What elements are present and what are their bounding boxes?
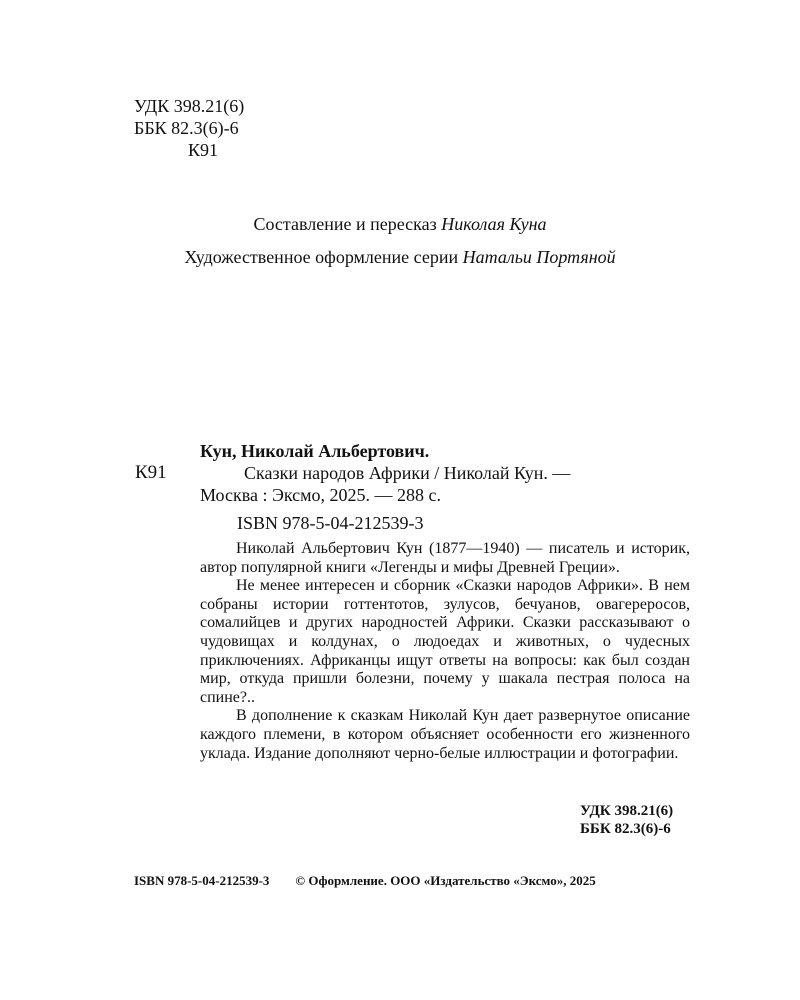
footer bbox=[134, 873, 596, 889]
bbk-code: ББК 82.3(6)-6 bbox=[134, 118, 239, 138]
author-mark: К91 bbox=[188, 140, 219, 160]
catalog-author: Кун, Николай Альбертович. bbox=[200, 441, 430, 461]
udk-code: УДК 398.21(6) bbox=[134, 96, 245, 116]
annotation-paragraph: Николай Альбертович Кун (1877—1940) — писатель и историк, автор популярной книги «Легенды и мифы Древней Греции». bbox=[200, 540, 690, 576]
catalog-author-mark: К91 bbox=[135, 462, 167, 483]
catalog-title: Сказки народов Африки / Николай Кун. — bbox=[244, 463, 571, 483]
compilation-credit bbox=[0, 214, 800, 235]
annotation-bbk: ББК 82.3(6)-6 bbox=[580, 821, 671, 837]
annotation-paragraph: Не менее интересен и сборник «Сказки народов Африки». В нем собраны истории готтентотов, зулусов, бечуанов, овагереросов, сомалийцев и других народностей Африки. Сказки рассказывают о чудовищах и колдунах, о людоедах и животных, о чудесных приключениях. Африканцы ищут ответы на вопросы: как был создан мир, откуда пришли болезни, почему у шакала пестрая полоса на спине?.. bbox=[200, 577, 690, 706]
annotation-udk: УДК 398.21(6) bbox=[580, 803, 674, 819]
catalog-imprint: Москва : Эксмо, 2025. — 288 с. bbox=[200, 485, 442, 505]
classification-codes bbox=[134, 95, 244, 161]
annotation-paragraph: В дополнение к сказкам Николай Кун дает развернутое описание каждого племени, в котором объясняет особенности его жизненного уклада. Издание дополняют черно-белые иллюстрации и фотографии. bbox=[200, 707, 690, 762]
compilation-author: Николая Куна bbox=[441, 214, 547, 234]
footer-copyright: © Оформление. ООО «Издательство «Эксмо», 2025 bbox=[295, 873, 596, 888]
design-label: Художественное оформление серии bbox=[184, 247, 463, 267]
design-author: Натальи Портяной bbox=[462, 247, 616, 267]
compilation-label: Составление и пересказ bbox=[253, 214, 442, 234]
design-credit bbox=[0, 247, 800, 268]
annotation-codes bbox=[580, 802, 673, 838]
footer-isbn: ISBN 978-5-04-212539-3 bbox=[134, 873, 270, 888]
catalog-isbn: ISBN 978-5-04-212539-3 bbox=[237, 513, 424, 533]
annotation bbox=[200, 540, 690, 763]
